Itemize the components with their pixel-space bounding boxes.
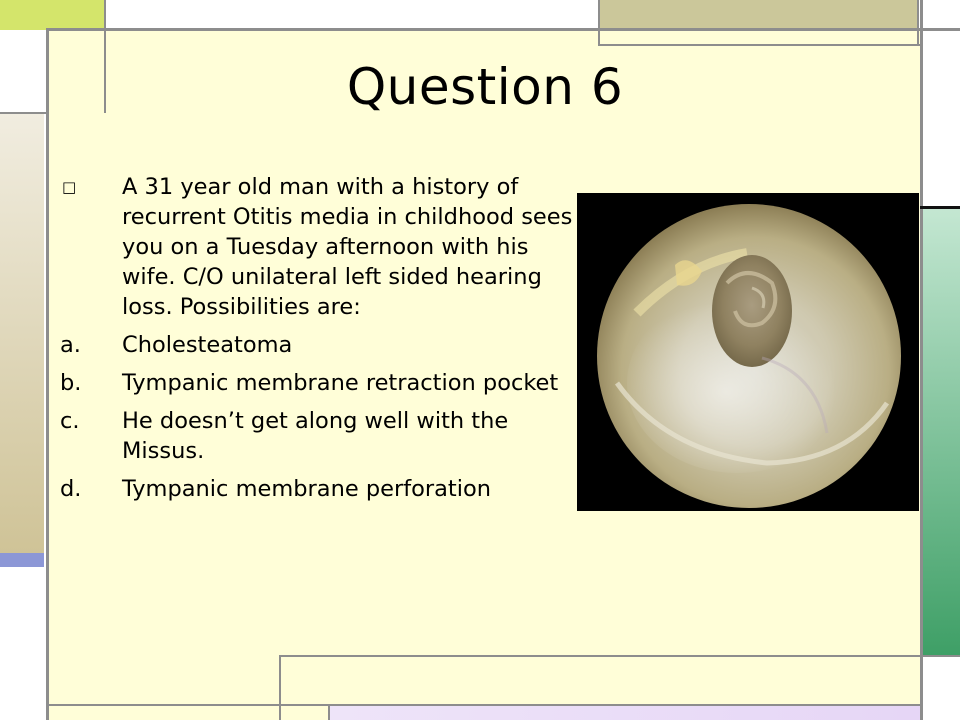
answer-option-a [60, 330, 580, 360]
option-marker: c. [60, 408, 80, 434]
olive-accent-block [600, 0, 918, 30]
grid-line [600, 44, 920, 46]
question-body [60, 172, 580, 512]
bullet-marker: □ [62, 178, 77, 196]
tan-gradient-strip [0, 113, 44, 553]
grid-line [46, 30, 49, 720]
answer-option-b [60, 368, 580, 398]
otoscopic-ear-image [577, 193, 919, 511]
question-stem [60, 172, 580, 322]
question-stem-text: A 31 year old man with a history of recurrent Otitis media in childhood sees you on a Tuesday afternoon with his wife. C/O unilateral left sided hearing loss. Possibilities are: [122, 174, 573, 320]
grid-line [279, 656, 281, 720]
grid-line [46, 28, 960, 31]
answer-option-d [60, 474, 580, 504]
answer-option-c [60, 406, 580, 466]
green-gradient-strip [922, 208, 960, 656]
lime-accent-block [0, 0, 104, 30]
option-text: Tympanic membrane perforation [122, 476, 492, 502]
option-text: He doesn’t get along well with the Missus. [122, 408, 509, 464]
option-marker: a. [60, 332, 81, 358]
grid-line [598, 0, 600, 46]
grid-line [328, 706, 330, 720]
grid-line [917, 0, 919, 46]
slide-title: Question 6 [346, 58, 624, 116]
option-text: Cholesteatoma [122, 332, 293, 358]
option-marker: b. [60, 370, 82, 396]
option-marker: d. [60, 476, 82, 502]
periwinkle-accent [0, 553, 44, 567]
lavender-gradient-strip [330, 706, 922, 720]
option-text: Tympanic membrane retraction pocket [122, 370, 559, 396]
tympanic-membrane-illustration [577, 193, 919, 511]
grid-line [0, 112, 46, 114]
grid-line [279, 655, 960, 657]
grid-line [46, 704, 920, 706]
grid-line [920, 206, 960, 209]
